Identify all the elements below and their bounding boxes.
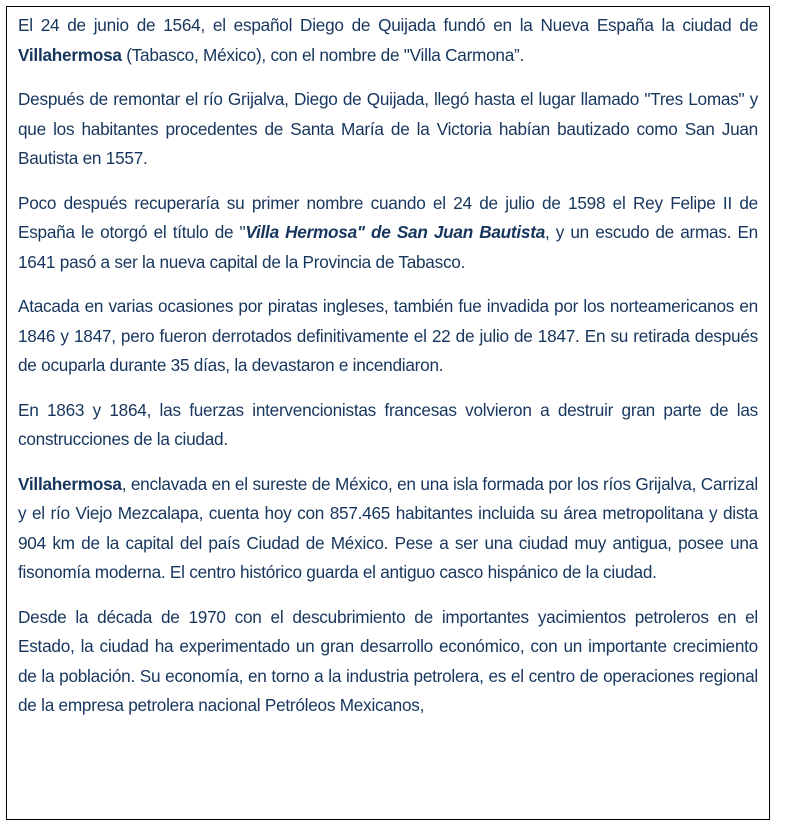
text-run: Poco después recuperaría su primer nombre cuando el 24 de julio de 1598 el Rey Felipe II de España le otorgó el título de ": [18, 192, 758, 242]
paragraph-french-intervention: [18, 396, 758, 455]
paragraph-geography: [18, 470, 758, 588]
text-box: [6, 6, 770, 820]
text-run: En 1863 y 1864, las fuerzas intervencionistas francesas volvieron a destruir gran parte de las construcciones de la ciudad.: [18, 399, 758, 449]
paragraph-founding: [18, 11, 758, 70]
text-run: (Tabasco, México), con el nombre de "Villa Carmona”.: [121, 44, 525, 65]
paragraph-economy: [18, 603, 758, 721]
text-run: Después de remontar el río Grijalva, Diego de Quijada, llegó hasta el lugar llamado "Tres Lomas" y que los habitantes procedentes de Santa María de la Victoria habían bautizado como San Juan Bautista en 1557.: [18, 89, 758, 168]
paragraph-invasions: [18, 292, 758, 381]
paragraph-title-granted: [18, 189, 758, 278]
text-run: Desde la década de 1970 con el descubrimiento de importantes yacimientos petroleros en el Estado, la ciudad ha experimentado un gran desarrollo económico, con un importante crecimiento de la población. Su economía, en torno a la industria petrolera, es el centro de operaciones regional de la empresa petrolera nacional Petróleos Mexicanos,: [18, 606, 758, 715]
text-run: El 24 de junio de 1564, el español Diego de Quijada fundó en la Nueva España la ciudad de: [18, 15, 758, 35]
city-name-bold: Villahermosa: [18, 44, 122, 65]
paragraph-grijalva: [18, 85, 758, 174]
text-run: , enclavada en el sureste de México, en una isla formada por los ríos Grijalva, Carrizal y el río Viejo Mezcalapa, cuenta hoy con 857.465 habitantes incluida su área metropolitana y dista 904 km de la capital del país Ciudad de México. Pese a ser una ciudad muy antigua, posee una fisonomía moderna. El centro histórico guarda el antiguo casco hispánico de la ciudad.: [18, 473, 758, 582]
title-bold-italic: Villa Hermosa" de San Juan Bautista: [245, 222, 546, 242]
text-run: Atacada en varias ocasiones por piratas ingleses, también fue invadida por los norteamericanos en 1846 y 1847, pero fueron derrotados definitivamente el 22 de julio de 1847. En su retirada después de ocuparla durante 35 días, la devastaron e incendiaron.: [18, 296, 758, 375]
text-run: , y un escudo de armas. En 1641 pasó a ser la nueva capital de la Provincia de Tabasco.: [18, 222, 758, 272]
city-name-bold: Villahermosa: [18, 473, 122, 494]
